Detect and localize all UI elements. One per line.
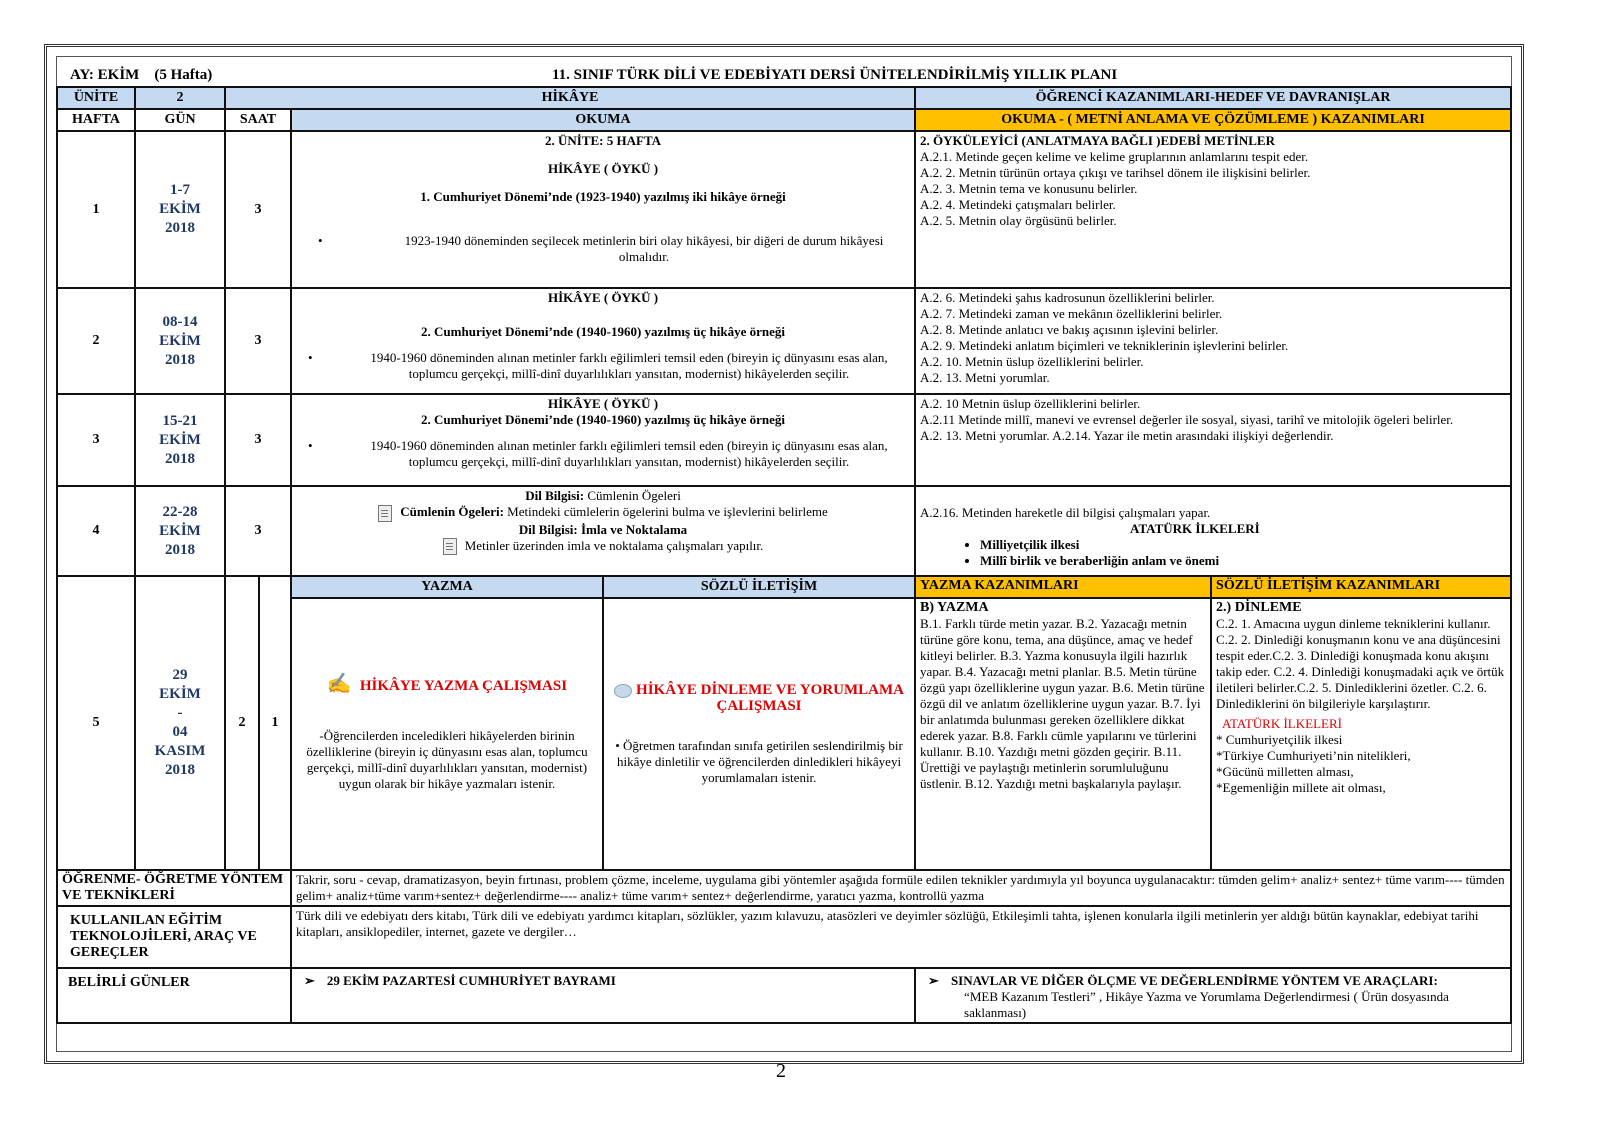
grammar-value: Cümlenin Ögeleri — [587, 488, 681, 503]
week-content — [291, 486, 915, 576]
week5-header-row — [57, 576, 1511, 598]
week-hours: 3 — [225, 394, 291, 486]
methods-label: ÖĞRENME- ÖĞRETME YÖNTEM VE TEKNİKLERİ — [57, 870, 291, 906]
content-bullet: • 1923-1940 döneminden seçilecek metinlerin biri olay hikâyesi, bir diğeri de durum hikâyesi olmalıdır. — [296, 233, 910, 265]
ataturk-item: *Türkiye Cumhuriyeti’nin nitelikleri, — [1216, 748, 1411, 763]
plan-sheet — [56, 64, 1510, 1024]
ataturk-item: *Egemenliğin millete ait olması, — [1216, 780, 1386, 795]
speaking-outcomes-header: SÖZLÜ İLETİŞİM KAZANIMLARI — [1211, 576, 1511, 598]
week-content — [291, 131, 915, 288]
reading-outcomes-header: OKUMA - ( METNİ ANLAMA VE ÇÖZÜMLEME ) KAZANIMLARI — [915, 109, 1511, 131]
ataturk-list — [920, 537, 1506, 569]
week-outcomes — [915, 486, 1511, 576]
outcome-item: A.2.11 Metinde millî, manevi ve evrensel değerler ile sosyal, siyasi, tarihî ve mitolojik ögeleri belirler. — [920, 412, 1454, 427]
week-number: 3 — [57, 394, 135, 486]
plan-table — [56, 86, 1512, 1024]
tools-label: KULLANILAN EĞİTİM TEKNOLOJİLERİ, ARAÇ VE GEREÇLER — [57, 906, 291, 968]
week-hours-writing: 2 — [225, 576, 259, 870]
date-year: 2018 — [165, 541, 195, 558]
week-row — [57, 486, 1511, 576]
grammar-1-item — [296, 504, 910, 522]
content-bullet-text: 1940-1960 döneminden alınan metinler farklı eğilimleri temsil eden (bireyin iç dünyasını esas alan, toplumcu gerçekçi, millî-dinî duyarlılıkları yansıtan, modernist) hikâyelerden seçilir. — [370, 350, 888, 381]
tools-text: Türk dili ve edebiyatı ders kitabı, Türk dili ve edebiyatı yardımcı kitapları, sözlükler, yazım kılavuzu, atasözleri ve deyimler sözlüğü, Etkileşimli tahta, işlenen konularla ilgili metinlerin yer aldığı bütün kaynaklar, edebiyat tarihi kitapları, ansiklopediler, internet, gazete ve dergiler… — [291, 906, 1511, 968]
week-date — [135, 288, 225, 394]
date-start: 29 — [172, 667, 188, 683]
tools-row — [57, 906, 1511, 968]
speaking-outcomes — [1211, 598, 1511, 870]
date-year: 2018 — [165, 450, 195, 467]
ataturk-item: * Cumhuriyetçilik ilkesi — [1216, 732, 1343, 747]
week-hours: 3 — [225, 131, 291, 288]
document-icon — [378, 505, 392, 522]
assessment-cell — [915, 968, 1511, 1023]
outcome-item: A.2. 13. Metni yorumlar. — [920, 370, 1050, 385]
special-days-label: BELİRLİ GÜNLER — [57, 968, 291, 1023]
outcome-item: A.2. 13. Metni yorumlar. A.2.14. Yazar ile metin arasındaki ilişkiyi değerlendir. — [920, 428, 1334, 443]
content-main: 2. Cumhuriyet Dönemi’nde (1940-1960) yazılmış üç hikâye örneği — [421, 324, 786, 339]
speaking-title-line — [608, 682, 910, 714]
date-month: EKİM — [159, 686, 201, 702]
date-month: EKİM — [159, 522, 201, 539]
page-title: 11. SINIF TÜRK DİLİ VE EDEBİYATI DERSİ ÜNİTELENDİRİLMİŞ YILLIK PLANI — [552, 67, 1118, 83]
speech-bubble-icon — [614, 684, 632, 698]
date-range: 15-21 — [162, 412, 198, 429]
week-content — [291, 288, 915, 394]
week-number: 4 — [57, 486, 135, 576]
week-date — [135, 576, 225, 870]
outcome-item: A.2. 3. Metnin tema ve konusunu belirler. — [920, 181, 1138, 196]
outcome-item: A.2. 2. Metnin türünün ortaya çıkışı ve tarihsel dönem ile ilişkisini belirler. — [920, 165, 1311, 180]
week-outcomes — [915, 394, 1511, 486]
content-subtitle: HİKÂYE ( ÖYKÜ ) — [547, 161, 659, 176]
ataturk-title: ATATÜRK İLKELERİ — [1222, 716, 1342, 731]
outcome-item: A.2. 9. Metindeki anlatım biçimleri ve tekniklerinin işlevlerini belirler. — [920, 338, 1289, 353]
grammar-2: Dil Bilgisi: İmla ve Noktalama — [518, 521, 688, 537]
content-main: 1. Cumhuriyet Dönemi’nde (1923-1940) yazılmış iki hikâye örneği — [420, 189, 786, 204]
outcome-item: A.2. 8. Metinde anlatıcı ve bakış açısının işlevini belirler. — [920, 322, 1219, 337]
week-row — [57, 131, 1511, 288]
outcome-item: A.2. 7. Metindeki zaman ve mekânın özelliklerini belirler. — [920, 306, 1223, 321]
content-bullet-text: 1940-1960 döneminden alınan metinler farklı eğilimleri temsil eden (bireyin iç dünyasını esas alan, toplumcu gerçekçi, millî-dinî duyarlılıkları yansıtan, modernist) hikâyelerden seçilir. — [370, 438, 888, 469]
outcome-item: A.2.16. Metinden hareketle dil bilgisi çalışmaları yapar. — [920, 505, 1211, 520]
document-icon — [443, 538, 457, 555]
week-number: 2 — [57, 288, 135, 394]
special-days-row — [57, 968, 1511, 1023]
outcome-item: A.2. 6. Metindeki şahıs kadrosunun özelliklerini belirler. — [920, 290, 1215, 305]
week-date — [135, 394, 225, 486]
week-number: 1 — [57, 131, 135, 288]
pen-icon: ✍ — [326, 673, 352, 695]
writing-header: YAZMA — [291, 576, 603, 598]
content-bullet: • 1940-1960 döneminden alınan metinler farklı eğilimleri temsil eden (bireyin iç dünyasını esas alan, toplumcu gerçekçi, millî-dinî duyarlılıkları yansıtan, modernist) hikâyelerden seçilir. — [296, 350, 910, 382]
week-date — [135, 131, 225, 288]
special-day-item — [291, 968, 915, 1023]
outcome-item: A.2. 10. Metnin üslup özelliklerini belirler. — [920, 354, 1144, 369]
writing-outcomes — [915, 598, 1211, 870]
topic-header: HİKÂYE — [225, 87, 915, 109]
assessment-title-line — [928, 973, 1506, 989]
assessment-title: SINAVLAR VE DİĞER ÖLÇME VE DEĞERLENDİRME YÖNTEM VE ARAÇLARI: — [950, 973, 1438, 988]
grammar-item-text: Metinler üzerinden imla ve noktalama çalışmaları yapılır. — [464, 537, 764, 553]
grammar-2-item — [296, 538, 910, 556]
week-row — [57, 288, 1511, 394]
writing-title: HİKÂYE YAZMA ÇALIŞMASI — [359, 678, 568, 694]
date-month-2: KASIM — [154, 743, 206, 759]
methods-text: Takrir, soru - cevap, dramatizasyon, beyin fırtınası, problem çözme, inceleme, uygulama gibi yöntemler aşağıda formüle edilen teknikler yardımıyla yıl boyunca uygulanacaktır: tümden gelim+ analiz+ sentez+ tüme varım---- tümden gelim+ analiz+tüme varım+sentez+ değerlendirme---- analiz+ tüme varım+ sentez+ değerlendirme, yaratıcı yazma, kontrollü yazma — [291, 870, 1511, 906]
writing-outcomes-text: B.1. Farklı türde metin yazar. B.2. Yazacağı metnin türüne göre konu, tema, ana düşünce, amaç ve hedef kitleyi belirler. B.3. Yazma konusuyla ilgili hazırlık yapar. B.4. Yazacağı metni planlar. B.5. Metin türüne özgü yapı özelliklerine uygun yazar. B.6. Metin türüne özgü dil ve anlatım özelliklerine uygun yazar. B.7. İyi bir anlatımda bulunması gereken özelliklere dikkat ederek yazar. B.8. Farklı cümle yapılarını ve türlerini kullanır. B.10. Yazdığı metni gözden geçirir. B.11. Ürettiği ve paylaştığı metinlerin sorumluluğunu üstlenir. B.12. Yazdığı metni başkalarıyla paylaşır. — [920, 616, 1205, 791]
date-month: EKİM — [159, 431, 201, 448]
grammar-item-text: Metindeki cümlelerin ögelerini bulma ve işlevlerini belirleme — [507, 504, 828, 519]
grammar-1 — [296, 488, 910, 504]
speaking-outcomes-title: 2.) DİNLEME — [1216, 600, 1302, 615]
speaking-outcomes-text: C.2. 1. Amacına uygun dinleme tekniklerini kullanır. C.2. 2. Dinlediği konuşmanın konu ve ana düşüncesini tespit eder.C.2. 3. Dinlediği konuşmada konu akışını takip eder. C.2. 4. Dinlediği konuşmadaki açık ve örtük iletileri belirler.C.2. 5. Dinlediklerini özetler. C.2. 6. Dinlediklerini ön bilgileriyle karşılaştırır. — [1216, 616, 1505, 711]
date-year: 2018 — [165, 220, 195, 236]
week-hours: 3 — [225, 288, 291, 394]
week-hours: 3 — [225, 486, 291, 576]
week-content — [291, 394, 915, 486]
ataturk-title: ATATÜRK İLKELERİ — [1130, 521, 1260, 536]
speaking-header: SÖZLÜ İLETİŞİM — [603, 576, 915, 598]
column-header-row — [57, 109, 1511, 131]
outcome-item: A.2.1. Metinde geçen kelime ve kelime gruplarının anlamlarını tespit eder. — [920, 149, 1309, 164]
date-range: 22-28 — [162, 503, 198, 520]
outcome-item: A.2. 5. Metnin olay örgüsünü belirler. — [920, 213, 1117, 228]
speaking-title: HİKÂYE DİNLEME VE YORUMLAMA ÇALIŞMASI — [636, 682, 904, 714]
outcomes-title: 2. ÖYKÜLEYİCİ (ANLATMAYA BAĞLI )EDEBİ METİNLER — [920, 133, 1275, 148]
plan-header — [56, 64, 1510, 86]
hour-col-header: SAAT — [225, 109, 291, 131]
grammar-item-label: Cümlenin Ögeleri: — [400, 504, 504, 519]
speaking-activity — [603, 598, 915, 870]
writing-activity — [291, 598, 603, 870]
week-col-header: HAFTA — [57, 109, 135, 131]
writing-title-line — [296, 673, 598, 695]
content-bullet: • 1940-1960 döneminden alınan metinler farklı eğilimleri temsil eden (bireyin iç dünyasını esas alan, toplumcu gerçekçi, millî-dinî duyarlılıkları yansıtan, modernist) hikâyelerden seçilir. — [296, 438, 910, 470]
date-month: EKİM — [159, 332, 201, 349]
outcomes-header: ÖĞRENCİ KAZANIMLARI-HEDEF VE DAVRANIŞLAR — [915, 87, 1511, 109]
content-subtitle: HİKÂYE ( ÖYKÜ ) — [547, 396, 659, 411]
week-number: 5 — [57, 576, 135, 870]
date-dash: - — [177, 705, 183, 721]
week-hours-speaking: 1 — [259, 576, 291, 870]
content-main: 2. Cumhuriyet Dönemi’nde (1940-1960) yazılmış üç hikâye örneği — [421, 412, 786, 427]
week-date — [135, 486, 225, 576]
date-range: 08-14 — [162, 313, 198, 330]
ataturk-item: • Milliyetçilik ilkesi — [980, 537, 1506, 553]
ataturk-item: • Millî birlik ve beraberliğin anlam ve önemi — [980, 553, 1506, 569]
arrow-bullet-icon: ➢ — [928, 973, 939, 988]
week-outcomes — [915, 131, 1511, 288]
date-year: 2018 — [165, 351, 195, 368]
writing-outcomes-title: B) YAZMA — [920, 600, 989, 615]
date-end: 04 — [172, 724, 188, 740]
date-range: 1-7 — [170, 182, 190, 198]
week-outcomes — [915, 288, 1511, 394]
outcome-item: A.2. 10 Metnin üslup özelliklerini belirler. — [920, 396, 1141, 411]
grammar-label: Dil Bilgisi: — [525, 488, 585, 503]
outcome-item: A.2. 4. Metindeki çatışmaları belirler. — [920, 197, 1116, 212]
writing-outcomes-header: YAZMA KAZANIMLARI — [915, 576, 1211, 598]
assessment-text: “MEB Kazanım Testleri” , Hikâye Yazma ve Yorumlama Değerlendirmesi ( Ürün dosyasında saklanması) — [964, 989, 1449, 1020]
content-subtitle: HİKÂYE ( ÖYKÜ ) — [547, 290, 659, 305]
writing-text: -Öğrencilerden inceledikleri hikâyelerden birinin özelliklerine (bireyin iç dünyasını esas alan, toplumcu gerçekçi, millî-dinî duyarlılıkları yansıtan, modernist) uygun olarak bir hikâye yazmaları istenir. — [306, 728, 588, 791]
month-text: AY: EKİM — [70, 67, 140, 83]
methods-row — [57, 870, 1511, 906]
date-month: EKİM — [159, 201, 201, 217]
day-col-header: GÜN — [135, 109, 225, 131]
unit-label: ÜNİTE — [57, 87, 135, 109]
reading-header: OKUMA — [291, 109, 915, 131]
date-year: 2018 — [165, 762, 195, 778]
content-bullet-text: 1923-1940 döneminden seçilecek metinlerin biri olay hikâyesi, bir diğeri de durum hikâyesi olmalıdır. — [404, 233, 884, 264]
speaking-text: • Öğretmen tarafından sınıfa getirilen seslendirilmiş bir hikâye dinletilir ve öğrencilerden dinledikleri hikâyeyi yorumlamaları istenir. — [615, 738, 903, 785]
arrow-bullet-icon: ➢ — [304, 973, 315, 988]
unit-duration-title: 2. ÜNİTE: 5 HAFTA — [545, 133, 662, 148]
unit-value: 2 — [135, 87, 225, 109]
weeks-count: (5 Hafta) — [154, 67, 213, 83]
week-row — [57, 394, 1511, 486]
page-number: 2 — [776, 1060, 786, 1082]
special-day-text: 29 EKİM PAZARTESİ CUMHURİYET BAYRAMI — [326, 973, 616, 988]
month-label — [70, 67, 212, 84]
unit-row — [57, 87, 1511, 109]
ataturk-item: *Gücünü milletten alması, — [1216, 764, 1354, 779]
